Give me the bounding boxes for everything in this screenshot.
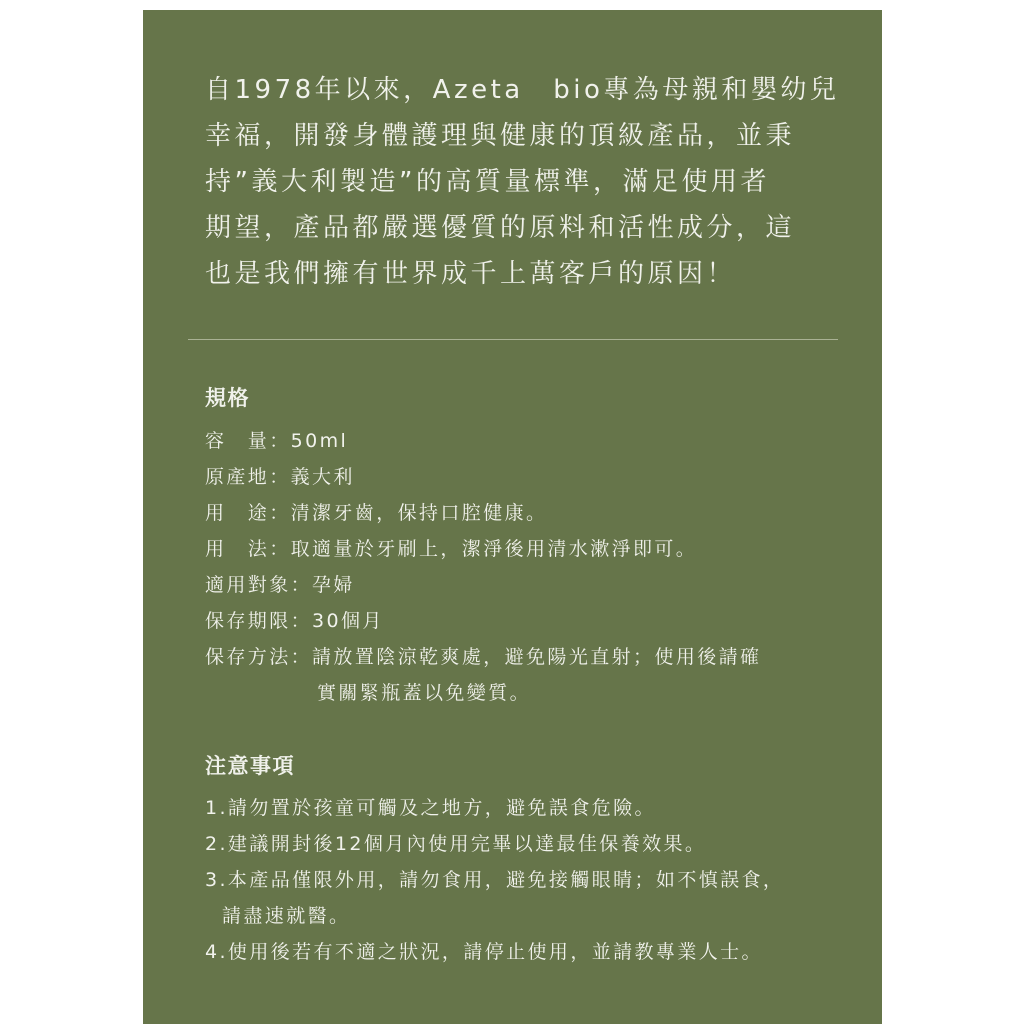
intro-line: 幸福，開發身體護理與健康的頂級產品，並秉 — [205, 121, 796, 151]
spec-separator: ： — [269, 430, 291, 452]
intro-paragraph — [205, 67, 839, 297]
spec-row-storage-continued — [205, 675, 761, 711]
product-info-panel — [143, 10, 882, 1024]
spec-label: 適用對象 — [205, 574, 291, 596]
notes-list — [205, 790, 784, 970]
spec-value: 取適量於牙刷上，潔淨後用清水漱淨即可。 — [290, 538, 698, 560]
note-item: 3.本產品僅限外用，請勿食用，避免接觸眼睛；如不慎誤食， — [205, 869, 785, 891]
spec-value: 清潔牙齒，保持口腔健康。 — [290, 502, 548, 524]
note-item: 4.使用後若有不適之狀況，請停止使用，並請教專業人士。 — [205, 941, 763, 963]
spec-separator: ： — [290, 646, 313, 668]
spec-value: 義大利 — [290, 466, 355, 488]
intro-line: 自1978年以來，Azeta bio專為母親和嬰幼兒 — [205, 75, 840, 105]
note-item: 1.請勿置於孩童可觸及之地方，避免誤食危險。 — [205, 797, 656, 819]
spec-row-usage — [205, 531, 761, 567]
spec-value: 30個月 — [312, 610, 384, 632]
spec-label: 原產地 — [205, 466, 270, 488]
spec-separator: ： — [269, 538, 291, 560]
section-divider — [188, 339, 838, 340]
spec-value: 請放置陰涼乾爽處，避免陽光直射；使用後請確 — [312, 646, 762, 668]
spec-separator: ： — [290, 574, 313, 596]
spec-label: 用 法 — [205, 538, 270, 560]
spec-label: 保存方法 — [205, 646, 291, 668]
intro-line: 期望，產品都嚴選優質的原料和活性成分，這 — [205, 213, 796, 243]
note-item: 2.建議開封後12個月內使用完畢以達最佳保養效果。 — [205, 833, 707, 855]
spec-row-purpose — [205, 495, 761, 531]
spec-separator: ： — [269, 466, 291, 488]
intro-line: 也是我們擁有世界成千上萬客戶的原因！ — [205, 259, 737, 289]
spec-row-origin — [205, 459, 761, 495]
spec-value: 50ml — [290, 430, 349, 452]
spec-label: 保存期限 — [205, 610, 291, 632]
specs-list — [205, 423, 761, 711]
spec-separator: ： — [290, 610, 313, 632]
specs-heading: 規格 — [205, 386, 250, 410]
intro-line: 持”義大利製造”的高質量標準，滿足使用者 — [205, 167, 770, 197]
notes-heading: 注意事項 — [205, 754, 295, 778]
spec-row-target-user — [205, 567, 761, 603]
spec-row-storage — [205, 639, 761, 675]
spec-row-shelf-life — [205, 603, 761, 639]
spec-value: 孕婦 — [312, 574, 355, 596]
spec-separator: ： — [269, 502, 291, 524]
note-item-continued: 請盡速就醫。 — [222, 905, 351, 927]
spec-label: 用 途 — [205, 502, 270, 524]
spec-row-capacity — [205, 423, 761, 459]
spec-value: 實關緊瓶蓋以免變質。 — [317, 682, 532, 704]
spec-label: 容 量 — [205, 430, 270, 452]
